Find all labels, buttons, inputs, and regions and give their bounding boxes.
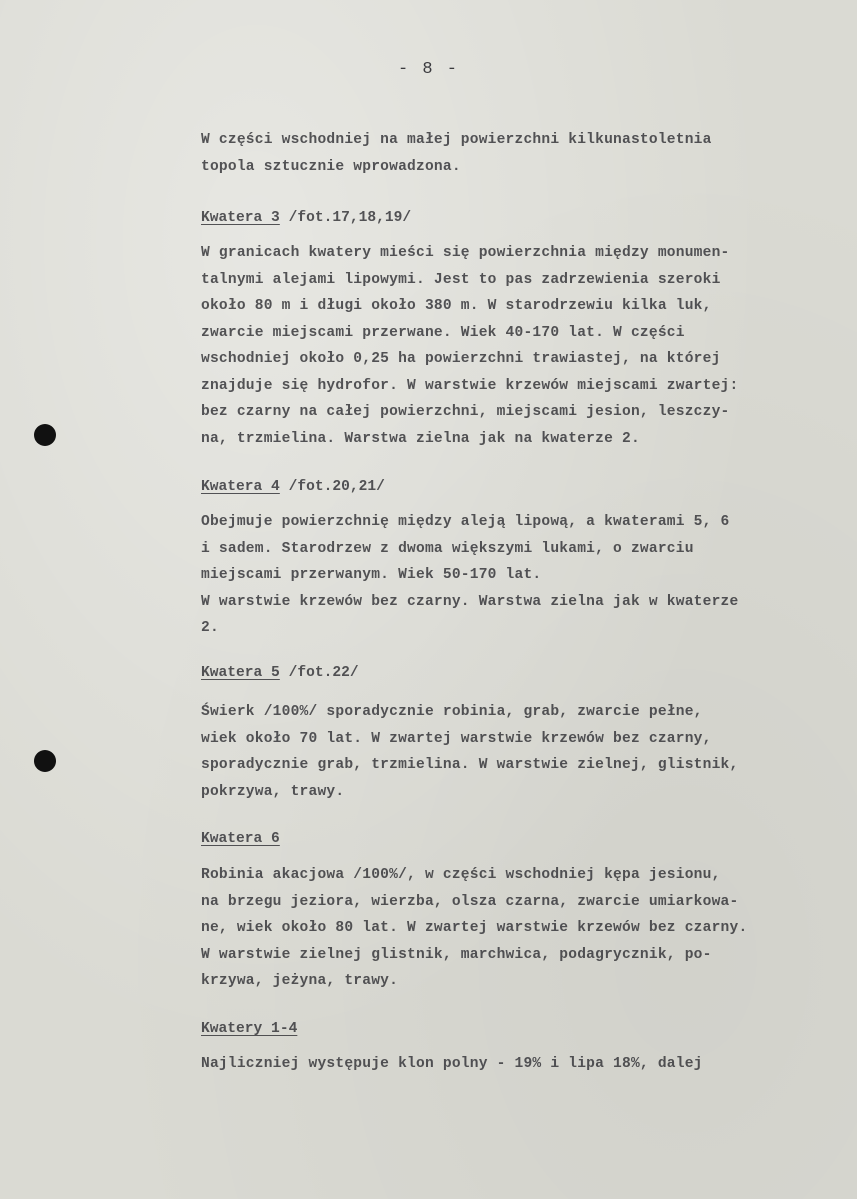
text-line: W warstwie krzewów bez czarny. Warstwa zielna jak w kwaterze	[201, 593, 739, 610]
page-number: - 8 -	[397, 60, 459, 79]
photo-reference: /fot.20,21/	[279, 479, 385, 495]
section-heading-kwatery-1-4	[201, 1021, 297, 1037]
text-line: pokrzywa, trawy.	[201, 783, 345, 800]
section-body-kwatera-4	[201, 509, 841, 642]
text-line: miejscami przerwanym. Wiek 50-170 lat.	[201, 567, 542, 583]
section-title: Kwatera 6	[201, 831, 280, 847]
section-title: Kwatera 4	[201, 479, 280, 495]
text-line: Świerk /100%/ sporadycznie robinia, grab, zwarcie pełne,	[201, 704, 703, 720]
section-heading-kwatera-4	[201, 479, 385, 495]
text-line: W granicach kwatery mieści się powierzchnia między monumen-	[201, 245, 730, 261]
section-heading-kwatera-5	[201, 665, 359, 681]
text-line: ne, wiek około 80 lat. W zwartej warstwie krzewów bez czarny.	[201, 920, 748, 936]
text-line: krzywa, jeżyna, trawy.	[201, 973, 399, 989]
text-line: Obejmuje powierzchnię między aleją lipową, a kwaterami 5, 6	[201, 514, 730, 530]
text-line: W warstwie zielnej glistnik, marchwica, podagrycznik, po-	[201, 946, 712, 963]
text-line: sporadycznie grab, trzmielina. W warstwie zielnej, glistnik,	[201, 757, 739, 773]
text-line: Robinia akacjowa /100%/, w części wschodniej kępa jesionu,	[201, 867, 721, 883]
text-line: na, trzmielina. Warstwa zielna jak na kwaterze 2.	[201, 430, 640, 447]
text-line: 2.	[201, 620, 219, 636]
text-line: topola sztucznie wprowadzona.	[201, 158, 461, 175]
section-body-kwatery-1-4	[201, 1051, 841, 1078]
section-body-kwatera-6	[201, 862, 841, 995]
intro-paragraph	[201, 127, 841, 180]
text-line: zwarcie miejscami przerwane. Wiek 40-170 lat. W części	[201, 324, 685, 341]
text-line: talnymi alejami lipowymi. Jest to pas zadrzewienia szeroki	[201, 271, 721, 288]
section-body-kwatera-5	[201, 699, 841, 805]
text-line: na brzegu jeziora, wierzba, olsza czarna, zwarcie umiarkowa-	[201, 893, 739, 910]
text-line: wschodniej około 0,25 ha powierzchni trawiastej, na której	[201, 351, 721, 367]
section-title: Kwatery 1-4	[201, 1021, 298, 1037]
text-line: W części wschodniej na małej powierzchni kilkunastoletnia	[201, 132, 712, 148]
punch-hole	[34, 750, 56, 772]
text-line: i sadem. Starodrzew z dwoma większymi lukami, o zwarciu	[201, 540, 694, 557]
text-line: bez czarny na całej powierzchni, miejscami jesion, leszczy-	[201, 404, 730, 420]
photo-reference: /fot.22/	[279, 665, 359, 681]
section-heading-kwatera-3	[201, 210, 411, 226]
text-line: wiek około 70 lat. W zwartej warstwie krzewów bez czarny,	[201, 730, 712, 747]
section-heading-kwatera-6	[201, 831, 280, 847]
punch-hole	[34, 424, 56, 446]
text-line: Najliczniej występuje klon polny - 19% i lipa 18%, dalej	[201, 1056, 703, 1072]
photo-reference: /fot.17,18,19/	[279, 210, 412, 226]
text-line: znajduje się hydrofor. W warstwie krzewów miejscami zwartej:	[201, 377, 739, 394]
text-line: około 80 m i długi około 380 m. W starodrzewiu kilka luk,	[201, 298, 712, 314]
section-title: Kwatera 5	[201, 665, 280, 681]
section-body-kwatera-3	[201, 240, 841, 452]
section-title: Kwatera 3	[201, 210, 280, 226]
